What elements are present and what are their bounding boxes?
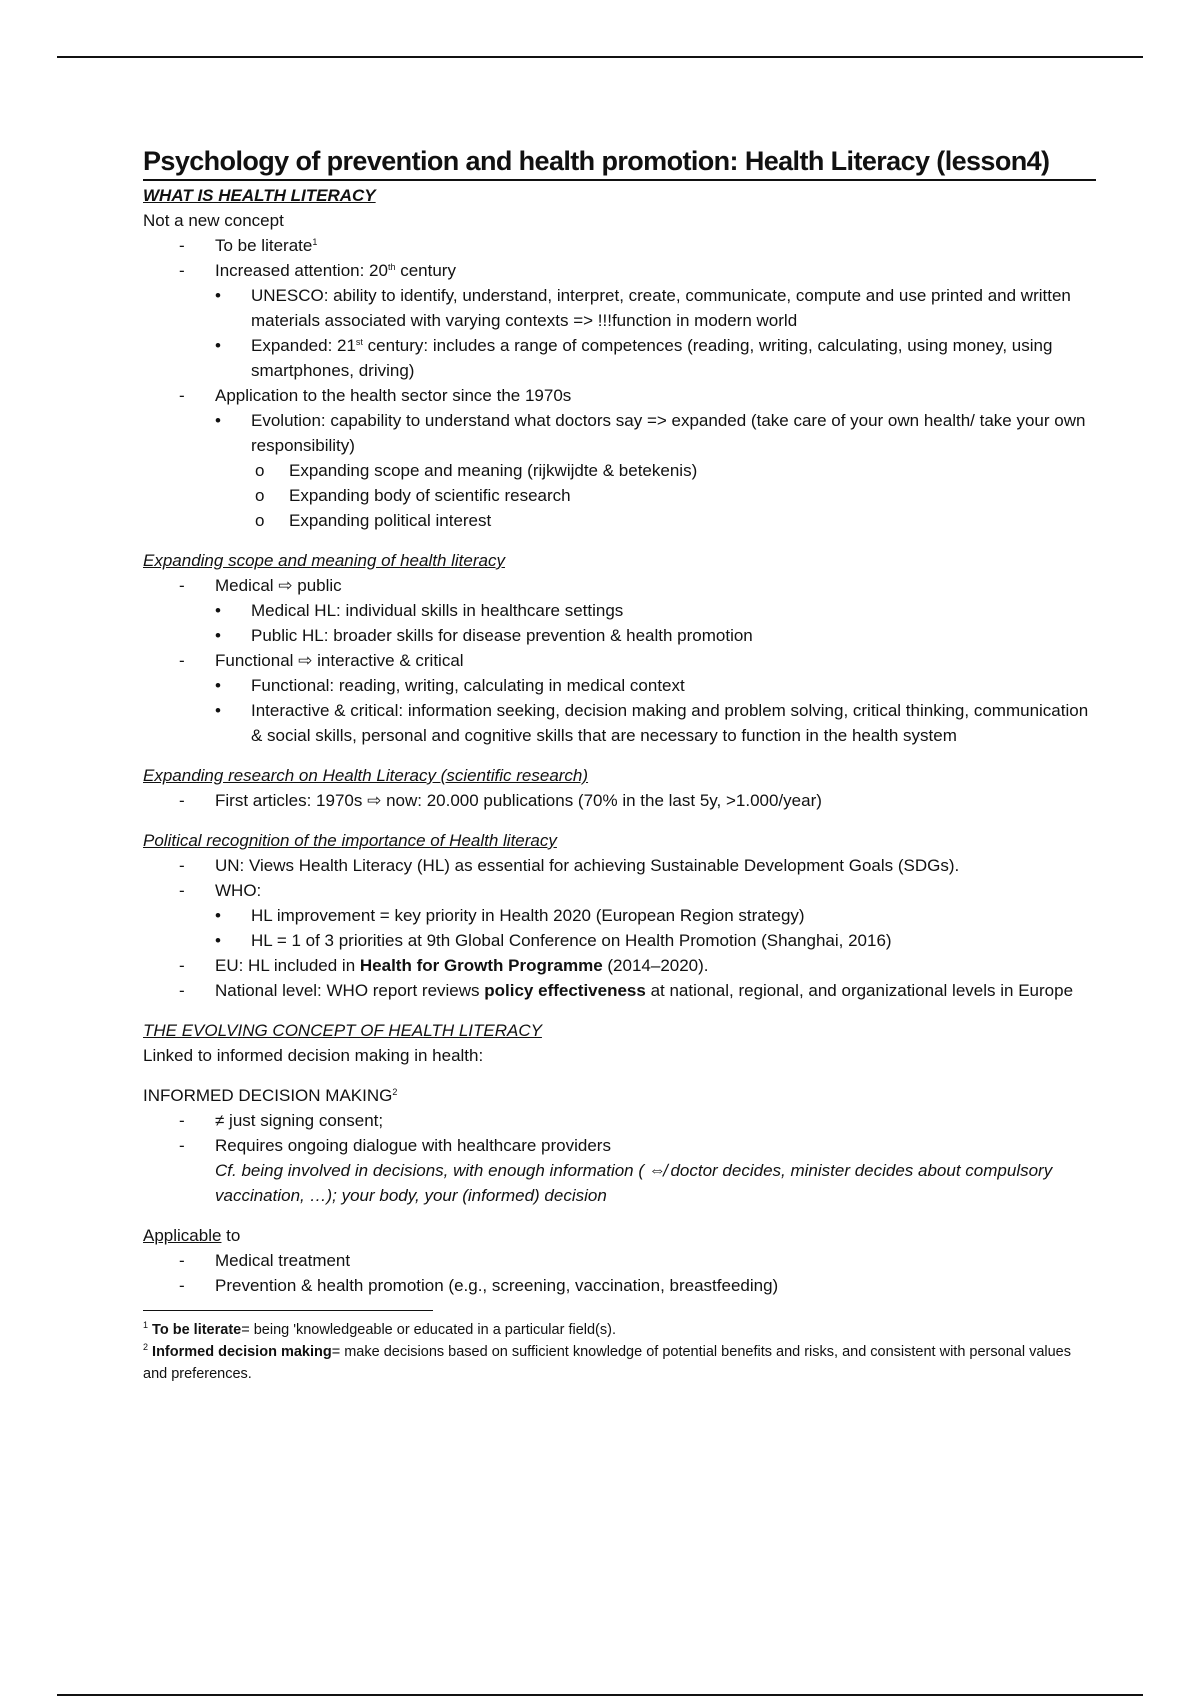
list-item: - Requires ongoing dialogue with healthcare providers	[143, 1133, 1096, 1158]
dash-marker: -	[179, 1136, 185, 1155]
section-heading-political: Political recognition of the importance of Health literacy	[143, 831, 557, 850]
list-item: - Increased attention: 20th century	[143, 258, 1096, 283]
list-item: - Medical treatment	[143, 1248, 1096, 1273]
list-item: • Expanded: 21st century: includes a range of competences (reading, writing, calculating, using money, using smartphones, driving)	[143, 333, 1096, 383]
list-item: • Public HL: broader skills for disease prevention & health promotion	[143, 623, 1096, 648]
note-text: Cf. being involved in decisions, with enough information ( ⇎ doctor decides, minister decides about compulsory vaccination, …); your body, your (informed) decision	[215, 1161, 1053, 1205]
bullet-marker: •	[215, 676, 221, 695]
dash-marker: -	[179, 981, 185, 1000]
list-item: - EU: HL included in Health for Growth Programme (2014–2020).	[143, 953, 1096, 978]
footnote-2: $^2$ Informed decision making= make decisions based on sufficient knowledge of potential benefits and risks, and consistent with personal values and preferences.	[143, 1342, 1071, 1382]
section-heading-scope-meaning: Expanding scope and meaning of health literacy	[143, 551, 505, 570]
list-item: • UNESCO: ability to identify, understand, interpret, create, communicate, compute and use printed and written materials associated with varying contexts => !!!function in modern world	[143, 283, 1096, 333]
applicable-label: Applicable to	[143, 1226, 241, 1245]
list-item: - Prevention & health promotion (e.g., screening, vaccination, breastfeeding)	[143, 1273, 1096, 1298]
dash-marker: -	[179, 236, 185, 255]
list-item: - WHO:	[143, 878, 1096, 903]
section-heading-what-is-hl: WHAT IS HEALTH LITERACY	[143, 186, 376, 205]
dash-marker: -	[179, 881, 185, 900]
list-item: - UN: Views Health Literacy (HL) as essential for achieving Sustainable Development Goals (SDGs).	[143, 853, 1096, 878]
bullet-marker: •	[215, 601, 221, 620]
dash-marker: -	[179, 261, 185, 280]
list-item: o Expanding body of scientific research	[143, 483, 1096, 508]
page-title: Psychology of prevention and health promotion: Health Literacy (lesson4)	[143, 144, 1096, 181]
list-item: o Expanding scope and meaning (rijkwijdte & betekenis)	[143, 458, 1096, 483]
bullet-marker: •	[215, 336, 221, 355]
dash-marker: -	[179, 651, 185, 670]
dash-marker: -	[179, 1111, 185, 1130]
dash-marker: -	[179, 956, 185, 975]
footnote-1: $^1$ To be literate= being 'knowledgeable or educated in a particular field(s).	[143, 1320, 616, 1338]
section-heading-research: Expanding research on Health Literacy (scientific research)	[143, 766, 589, 785]
dash-marker: -	[179, 1251, 185, 1270]
document-body	[143, 144, 1096, 1385]
list-item: - To be literate$^1$	[143, 233, 1096, 258]
bullet-marker: •	[215, 701, 221, 720]
list-item: - National level: WHO report reviews policy effectiveness at national, regional, and organizational levels in Europe	[143, 978, 1096, 1003]
list-item: • Functional: reading, writing, calculating in medical context	[143, 673, 1096, 698]
list-item: o Expanding political interest	[143, 508, 1096, 533]
section1-intro: Not a new concept	[143, 211, 284, 230]
list-item: • HL = 1 of 3 priorities at 9th Global Conference on Health Promotion (Shanghai, 2016)	[143, 928, 1096, 953]
circle-marker: o	[255, 486, 265, 505]
section-heading-evolving-concept: THE EVOLVING CONCEPT OF HEALTH LITERACY	[143, 1021, 542, 1040]
footer-rule	[57, 1694, 1143, 1696]
list-item: • Medical HL: individual skills in healthcare settings	[143, 598, 1096, 623]
bullet-marker: •	[215, 411, 221, 430]
circle-marker: o	[255, 461, 265, 480]
list-item: - Medical ⇨ public	[143, 573, 1096, 598]
circle-marker: o	[255, 511, 265, 530]
footnote-ref-1[interactable]: 1	[312, 237, 318, 247]
section5-intro: Linked to informed decision making in health:	[143, 1046, 484, 1065]
dash-marker: -	[179, 856, 185, 875]
bullet-marker: •	[215, 626, 221, 645]
list-item: - Functional ⇨ interactive & critical	[143, 648, 1096, 673]
subheading-informed-decision: INFORMED DECISION MAKING$^2$	[143, 1086, 398, 1105]
list-item: • HL improvement = key priority in Health 2020 (European Region strategy)	[143, 903, 1096, 928]
header-rule	[57, 56, 1143, 58]
bullet-marker: •	[215, 931, 221, 950]
dash-marker: -	[179, 386, 185, 405]
footnote-ref-2[interactable]: 2	[392, 1087, 398, 1097]
dash-marker: -	[179, 576, 185, 595]
footnote-separator	[143, 1310, 433, 1311]
list-item: • Interactive & critical: information seeking, decision making and problem solving, critical thinking, communication & social skills, personal and cognitive skills that are necessary to function in the health system	[143, 698, 1096, 748]
bullet-marker: •	[215, 286, 221, 305]
dash-marker: -	[179, 1276, 185, 1295]
list-item: - First articles: 1970s ⇨ now: 20.000 publications (70% in the last 5y, >1.000/year)	[143, 788, 1096, 813]
list-item: - Application to the health sector since the 1970s	[143, 383, 1096, 408]
list-item: - ≠ just signing consent;	[143, 1108, 1096, 1133]
dash-marker: -	[179, 791, 185, 810]
list-item: • Evolution: capability to understand what doctors say => expanded (take care of your own health/ take your own responsibility)	[143, 408, 1096, 458]
bullet-marker: •	[215, 906, 221, 925]
